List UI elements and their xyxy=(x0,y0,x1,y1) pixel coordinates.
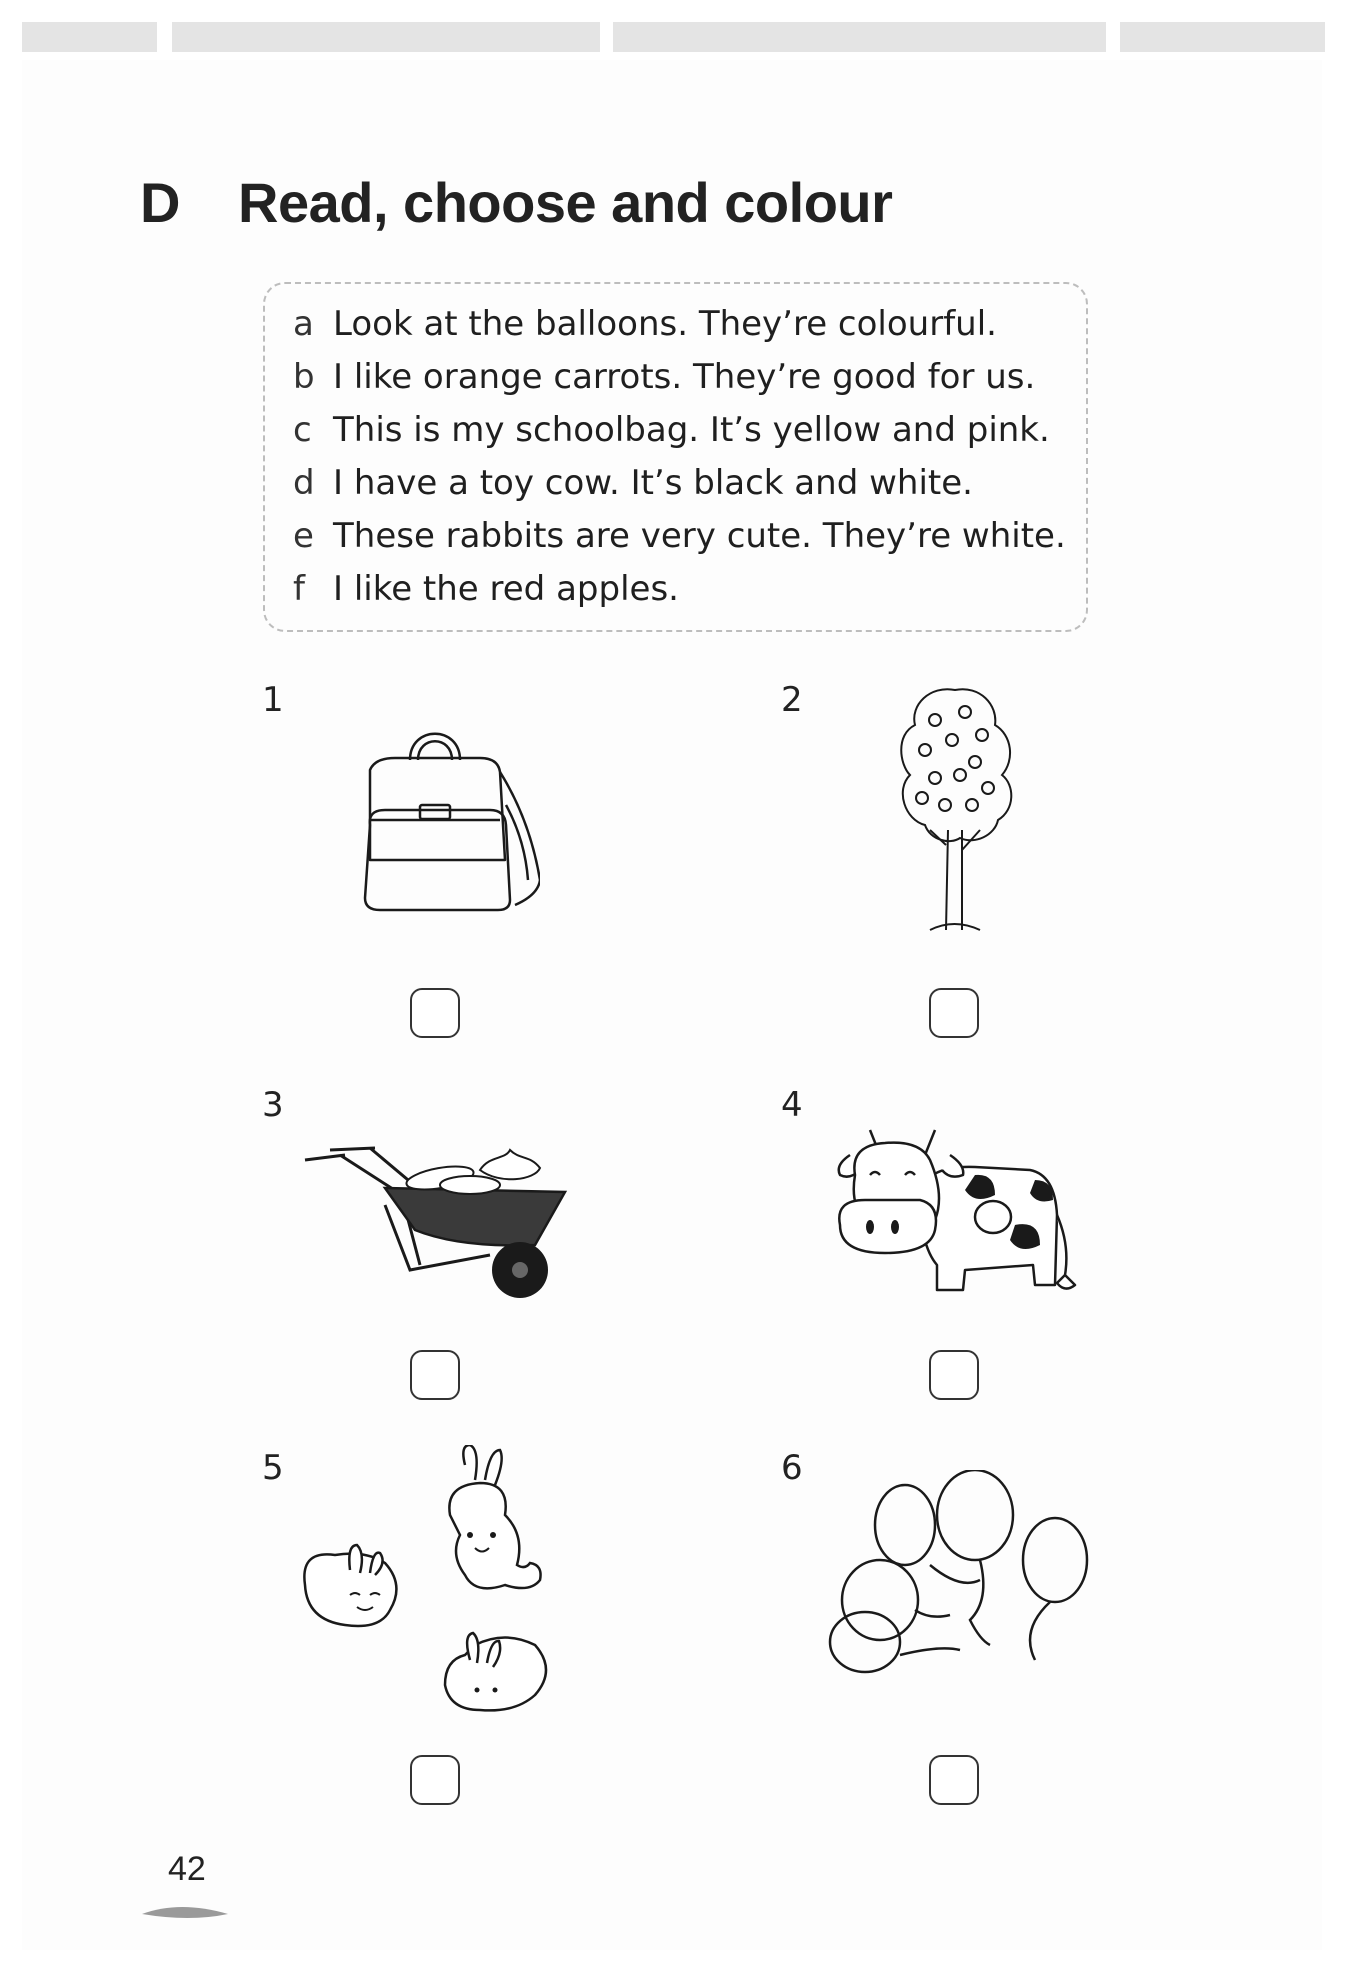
page-swoosh-icon xyxy=(140,1900,230,1925)
scan-strip xyxy=(172,22,600,52)
sentence-letter: e xyxy=(293,516,314,556)
answer-box-3[interactable] xyxy=(410,1350,460,1400)
cow-icon xyxy=(825,1125,1090,1310)
sentence-letter: b xyxy=(293,357,315,397)
scan-strip xyxy=(613,22,1106,52)
answer-box-6[interactable] xyxy=(929,1755,979,1805)
sentence-c xyxy=(293,410,1050,460)
section-letter: D xyxy=(140,171,181,234)
item-number-1: 1 xyxy=(262,680,284,720)
sentence-b xyxy=(293,357,1035,407)
answer-box-5[interactable] xyxy=(410,1755,460,1805)
sentence-text: Look at the balloons. They’re colourful. xyxy=(333,304,997,344)
answer-box-2[interactable] xyxy=(929,988,979,1038)
sentence-text: I have a toy cow. It’s black and white. xyxy=(333,463,973,503)
schoolbag-icon xyxy=(340,710,540,920)
wheelbarrow-carrots-icon xyxy=(300,1130,570,1305)
item-number-2: 2 xyxy=(781,680,803,720)
scan-strip xyxy=(1120,22,1325,52)
sentence-box xyxy=(263,282,1088,632)
answer-box-4[interactable] xyxy=(929,1350,979,1400)
section-title: Read, choose and colour xyxy=(238,171,893,234)
sentence-letter: a xyxy=(293,304,314,344)
item-number-4: 4 xyxy=(781,1085,803,1125)
item-number-5: 5 xyxy=(262,1448,284,1488)
sentence-text: This is my schoolbag. It’s yellow and pink. xyxy=(333,410,1050,450)
item-number-6: 6 xyxy=(781,1448,803,1488)
balloons-icon xyxy=(820,1470,1095,1685)
sentence-e xyxy=(293,516,1066,566)
page-number: 42 xyxy=(168,1850,206,1888)
item-number-3: 3 xyxy=(262,1085,284,1125)
sentence-letter: c xyxy=(293,410,312,450)
answer-box-1[interactable] xyxy=(410,988,460,1038)
apple-tree-icon xyxy=(890,680,1020,940)
rabbits-icon xyxy=(295,1445,580,1725)
sentence-text: I like the red apples. xyxy=(333,569,679,609)
sentence-text: These rabbits are very cute. They’re white. xyxy=(333,516,1066,556)
sentence-letter: d xyxy=(293,463,315,503)
sentence-f xyxy=(293,569,679,619)
sentence-text: I like orange carrots. They’re good for us. xyxy=(333,357,1036,397)
sentence-a xyxy=(293,304,997,354)
scan-strip xyxy=(22,22,157,52)
sentence-letter: f xyxy=(293,569,305,609)
sentence-d xyxy=(293,463,973,513)
